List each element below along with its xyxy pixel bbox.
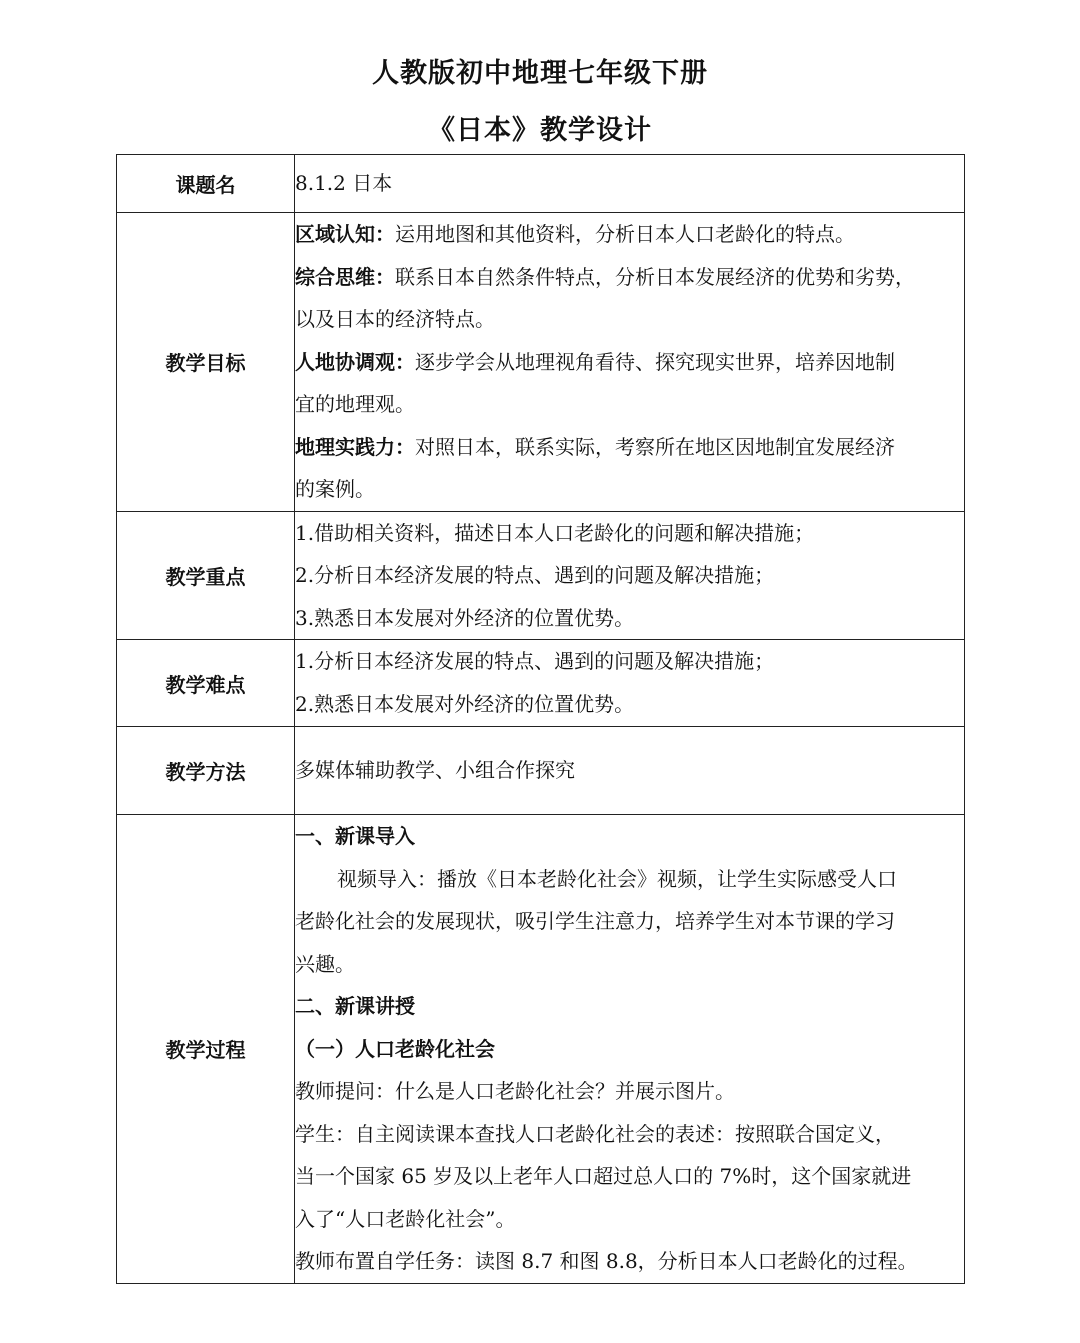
section-heading: 一、新课导入: [295, 824, 415, 848]
objective-text: 逐步学会从地理视角看待、探究现实世界，培养因地制: [415, 349, 895, 374]
process-line: 学生：自主阅读课本查找人口老龄化社会的表述：按照联合国定义，: [295, 1121, 895, 1146]
objective-line: [295, 213, 964, 256]
objectives-label: 教学目标: [117, 213, 295, 512]
table-row-process: [117, 815, 965, 1284]
difficulties-content: [295, 640, 965, 727]
table-row-difficulties: [117, 640, 965, 727]
difficulty-item: 2.熟悉日本发展对外经济的位置优势。: [295, 692, 635, 716]
objective-line: [295, 256, 964, 299]
objective-line: [295, 341, 964, 384]
process-line: 入了“人口老龄化社会”。: [295, 1206, 516, 1231]
table-row-key-points: [117, 511, 965, 640]
objective-text: 联系日本自然条件特点，分析日本发展经济的优势和劣势，: [395, 264, 915, 289]
lesson-plan-table: [116, 154, 965, 1284]
objectives-content: [295, 213, 965, 512]
process-line: 老龄化社会的发展现状，吸引学生注意力，培养学生对本节课的学习: [295, 909, 895, 933]
objective-line: [295, 426, 964, 469]
objective-line: 宜的地理观。: [295, 392, 415, 416]
objective-text: 对照日本，联系实际，考察所在地区因地制宜发展经济: [415, 434, 895, 459]
document-subtitle: 《日本》教学设计: [428, 115, 652, 146]
objective-text: 运用地图和其他资料，分析日本人口老龄化的特点。: [395, 222, 855, 246]
process-line: 兴趣。: [295, 951, 355, 976]
key-points-label: 教学重点: [117, 511, 295, 640]
process-label: 教学过程: [117, 815, 295, 1284]
objective-line: 以及日本的经济特点。: [295, 307, 495, 331]
key-point-item: 3.熟悉日本发展对外经济的位置优势。: [295, 605, 635, 630]
subsection-heading: （一）人口老龄化社会: [295, 1036, 495, 1061]
key-point-item: 2.分析日本经济发展的特点、遇到的问题及解决措施；: [295, 563, 775, 587]
objective-line: 的案例。: [295, 477, 375, 501]
table-row-methods: [117, 727, 965, 815]
table-row-objectives: [117, 213, 965, 512]
objective-head: 人地协调观：: [295, 349, 415, 374]
key-points-content: [295, 511, 965, 640]
topic-label: 课题名: [117, 155, 295, 213]
objective-head: 区域认知：: [295, 222, 395, 246]
process-line: 教师提问：什么是人口老龄化社会？并展示图片。: [295, 1079, 735, 1103]
key-point-item: 1.借助相关资料，描述日本人口老龄化的问题和解决措施；: [295, 520, 815, 545]
section-heading: 二、新课讲授: [295, 994, 415, 1018]
objective-head: 综合思维：: [295, 264, 395, 289]
difficulties-label: 教学难点: [117, 640, 295, 727]
process-line: 视频导入：播放《日本老龄化社会》视频，让学生实际感受人口: [337, 866, 897, 891]
difficulty-item: 1.分析日本经济发展的特点、遇到的问题及解决措施；: [295, 649, 775, 673]
document-title: 人教版初中地理七年级下册: [372, 58, 708, 89]
methods-label: 教学方法: [117, 727, 295, 815]
methods-value: 多媒体辅助教学、小组合作探究: [295, 727, 965, 815]
table-row-topic: [117, 155, 965, 213]
process-line: 教师布置自学任务：读图 8.7 和图 8.8，分析日本人口老龄化的过程。: [295, 1249, 918, 1273]
objective-head: 地理实践力：: [295, 434, 415, 459]
process-content: [295, 815, 965, 1284]
process-line: 当一个国家 65 岁及以上老年人口超过总人口的 7%时，这个国家就进: [295, 1164, 912, 1188]
topic-value: 8.1.2 日本: [295, 155, 965, 213]
